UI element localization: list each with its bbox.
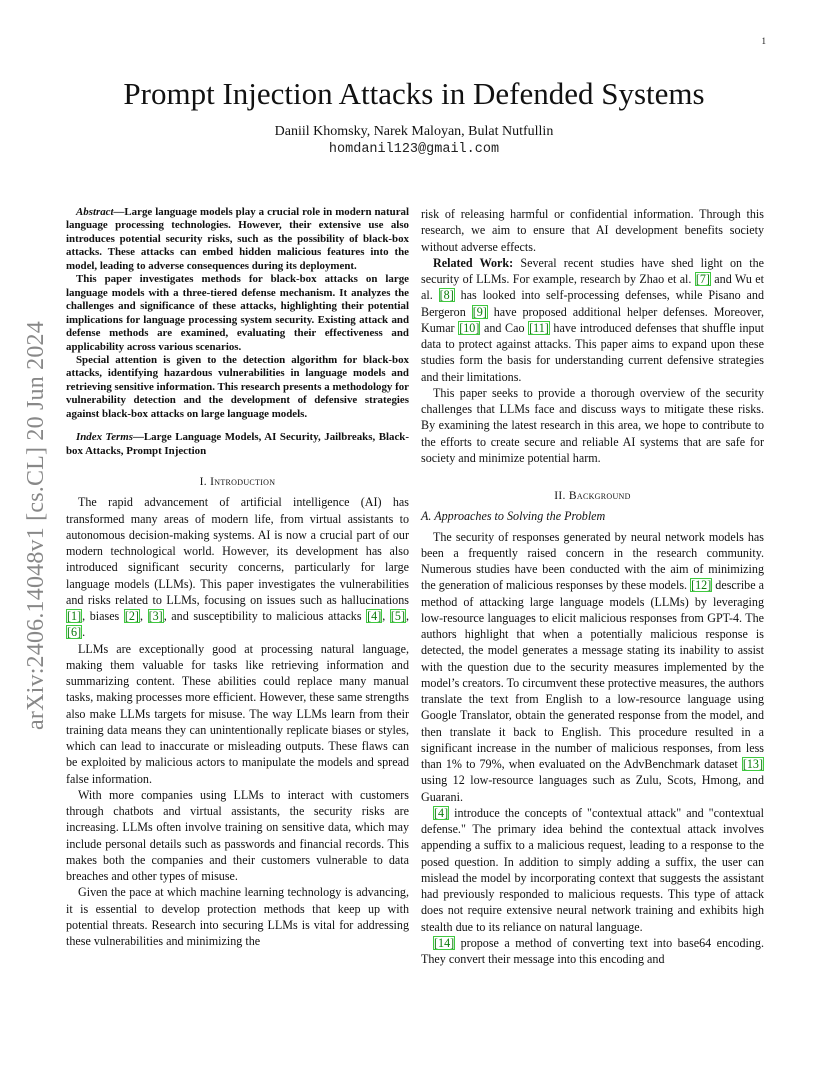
citation-link[interactable]: [14]: [434, 935, 455, 950]
abstract-paragraph: This paper investigates methods for black-box attacks on large language models with a three-tiered defense mechanism. It analyzes the challenges and significance of these attacks, highlighting their potential implications for language processing system security. Existing attack and defense methods are examined, evaluating their effectiveness and applicability across various scenarios.: [66, 273, 409, 353]
section-heading-background: II. Background: [554, 490, 631, 502]
subsection-heading: A. Approaches to Solving the Problem: [421, 509, 606, 524]
background-paragraph: [14] propose a method of converting text into base64 encoding. They convert their message into this encoding and: [421, 935, 764, 966]
citation-link[interactable]: [12]: [691, 578, 712, 593]
citation-link[interactable]: [6]: [67, 625, 82, 640]
index-terms: Index Terms—Large Language Models, AI Security, Jailbreaks, Black-box Attacks, Prompt Injection: [66, 431, 409, 457]
abstract: [66, 206, 409, 421]
paper-title: Prompt Injection Attacks in Defended Systems: [123, 76, 705, 111]
citation-link[interactable]: [11]: [529, 320, 549, 335]
citation-link[interactable]: [3]: [148, 609, 163, 624]
intro-paragraph: The rapid advancement of artificial intelligence (AI) has transformed many areas of modern life, from virtual assistants to autonomous decision-making systems. AI is now a crucial part of our modern technological world. However, its development has also introduced significant security concerns, particularly for large language models (LLMs). This paper investigates the vulnerabilities and risks related to LLMs, focusing on issues such as hallucinations [1], biases [2], [3], and susceptibility to malicious attacks [4], [5], [6].: [66, 495, 410, 640]
related-work-paragraph: Related Work: Several recent studies have shed light on the security of LLMs. For example, research by Zhao et al. [7] and Wu et al. [8] has looked into self-processing defenses, while Pisano and Bergeron [9] have proposed additional helper defenses. Moreover, Kumar [10] and Cao [11] have introduced defenses that shuffle input data to protect against attacks. This paper aims to expand upon these studies form the basis for understanding current defensive strategies and their limitations.: [421, 255, 765, 384]
paper-authors: Daniil Khomsky, Narek Maloyan, Bulat Nutfullin: [274, 124, 554, 139]
citation-link[interactable]: [5]: [390, 609, 405, 624]
abstract-lead: Abstract: [76, 206, 114, 218]
author-email: homdanil123@gmail.com: [328, 142, 500, 157]
intro-paragraph: This paper seeks to provide a thorough overview of the security challenges that LLMs face and discuss ways to mitigate these risks. By examining the latest research in this area, we hope to contribute to the efforts to create secure and reliable AI systems that are safe for society and minimize potential harm.: [421, 385, 764, 465]
citation-link[interactable]: [9]: [472, 304, 487, 319]
citation-link[interactable]: [7]: [695, 272, 710, 286]
section-heading-introduction: I. Introduction: [199, 476, 276, 489]
citation-link[interactable]: [2]: [124, 609, 139, 624]
citation-link[interactable]: [13]: [742, 757, 763, 771]
background-paragraph: The security of responses generated by neural network models has been a frequently raised concern in the research community. Numerous studies have been conducted with the aim of minimizing the generation of malicious responses by these models. [12] describe a method of attacking large language models (LLMs) by leveraging low-resource languages to elicit malicious responses from GPT-4. The authors highlight that when a potentially malicious response is detected, the model generates a message stating its inability to assist with the question due to the security measures implemented by the model’s creators. To circumvent these protective measures, the authors translate the text from English to a low-resource language using Google Translator, obtain the generated response from the model, and then translate it back to English. This procedure resulted in a significant increase in the number of malicious responses, from less than 1% to 79%, when evaluated on the AdvBenchmark dataset [13] using 12 low-resource languages such as Zulu, Scots, Hmong, and Guarani.: [421, 529, 764, 804]
background-paragraph: [4] introduce the concepts of "contextual attack" and "contextual defense." The primary idea behind the contextual attack involves appending a suffix to a malicious request, leading to a response to the posed question. In addition to simply adding a suffix, the user can mislead the model by incorporating context that suggests the assistant had previously responded to malicious requests. This type of attack does not require extensive neural network training and exhibits high stealth due to its reliance on natural language.: [421, 805, 764, 934]
abstract-paragraph: Special attention is given to the detection algorithm for black-box attacks, identifying hazardous vulnerabilities in language models and retrieving sensitive information. This research presents a methodology for vulnerability detection and the development of defensive strategies against black-box attacks on large language models.: [66, 353, 409, 420]
right-column: [421, 206, 764, 967]
intro-paragraph: With more companies using LLMs to interact with customers through chatbots and virtual assistants, the security risks are increasing. LLMs often involve training on sensitive data, which may include personal details such as passwords and financial records. This makes both the companies and their customers vulnerable to data breaches and other types of misuse.: [66, 787, 409, 884]
intro-paragraph: LLMs are exceptionally good at processing natural language, making them valuable for tasks like retrieving information and summarizing content. These abilities could replace many manual tasks, making processes more efficient. However, these same strengths also make LLMs targets for misuse. The way LLMs learn from their training data means they can unintentionally replicate biases or styles, which can lead to inaccurate or misleading outputs. These flaws can be exploited by malicious actors to manipulate the models and spread false information.: [66, 641, 409, 786]
arxiv-identifier: arXiv:2406.14048v1 [cs.CL] 20 Jun 2024: [22, 320, 49, 730]
page-number: 1: [761, 36, 766, 46]
citation-link[interactable]: [10]: [459, 320, 480, 335]
index-terms-lead: Index Terms: [76, 431, 133, 444]
citation-link[interactable]: [8]: [439, 288, 454, 303]
abstract-paragraph: Abstract—Large language models play a crucial role in modern natural language processing technologies. However, their extensive use also introduces potential security risks, such as the possibility of black-box attacks. These attacks can embed hidden malicious features into the model, leading to adverse consequences during its deployment.: [66, 206, 409, 272]
left-column: [66, 206, 409, 949]
intro-paragraph: Given the pace at which machine learning technology is advancing, it is essential to develop protection methods that keep up with potential threats. Research into securing LLMs is vital for addressing these vulnerabilities and minimizing the: [66, 885, 409, 949]
arxiv-side-stamp: [18, 290, 54, 760]
citation-link[interactable]: [1]: [67, 609, 82, 624]
intro-continuation: risk of releasing harmful or confidential information. Through this research, we aim to ensure that AI development benefits society without adverse effects.: [421, 207, 764, 254]
citation-link[interactable]: [4]: [434, 805, 449, 820]
related-work-lead: Related Work:: [433, 255, 514, 270]
citation-link[interactable]: [4]: [367, 609, 382, 624]
